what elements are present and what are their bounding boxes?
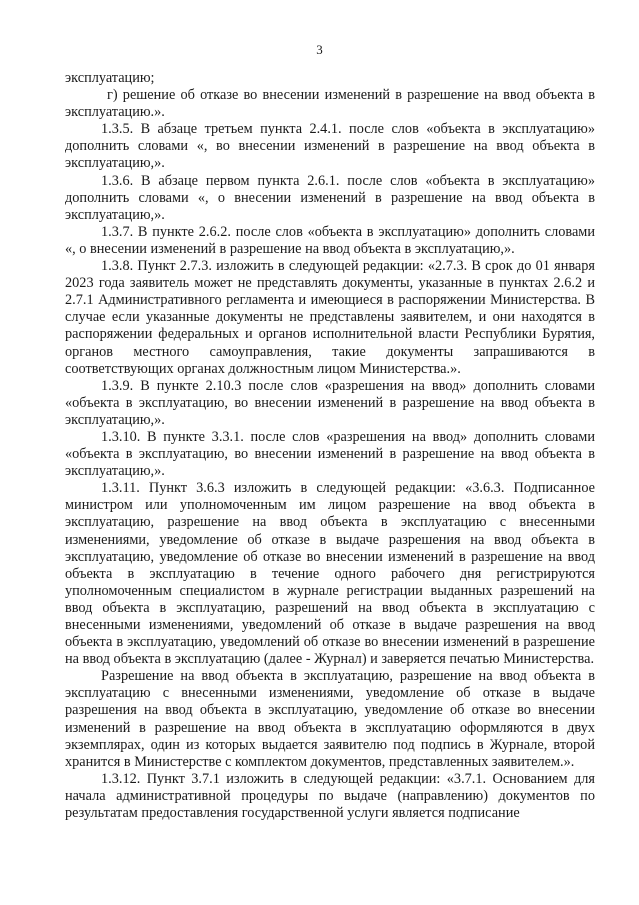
paragraph: 1.3.8. Пункт 2.7.3. изложить в следующей редакции: «2.7.3. В срок до 01 января 2023 года заявитель может не представлять документы, указанные в пунктах 2.6.2 и 2.7.1 Административного регламента и имеющиеся в распоряжении Министерства. В случае если указанные документы не представлены заявителем, и они находятся в распоряжении федеральных и органов исполнительной власти Республики Бурятия, органов местного самоуправления, такие документы запрашиваются в соответствующих органах должностным лицом Министерства.». bbox=[65, 258, 595, 377]
paragraph: Разрешение на ввод объекта в эксплуатацию, разрешение на ввод объекта в эксплуатацию с внесенными изменениями, уведомление об отказе в выдаче разрешения на ввод объекта в эксплуатацию, уведомление об отказе во внесении изменений в разрешение на ввод объекта в эксплуатацию оформляются в двух экземплярах, один из которых выдается заявителю под подпись в Журнале, второй хранится в Министерстве с комплектом документов, представленных заявителем.». bbox=[65, 668, 595, 770]
paragraph: 1.3.10. В пункте 3.3.1. после слов «разрешения на ввод» дополнить словами «объекта в эксплуатацию, во внесении изменений в разрешение на ввод объекта в эксплуатацию,». bbox=[65, 428, 595, 480]
paragraph: 1.3.7. В пункте 2.6.2. после слов «объекта в эксплуатацию» дополнить словами «, о внесении изменений в разрешение на ввод объекта в эксплуатацию,». bbox=[65, 223, 595, 257]
paragraph: 1.3.12. Пункт 3.7.1 изложить в следующей редакции: «3.7.1. Основанием для начала административной процедуры по выдаче (направлению) документов по результатам предоставления государственной услуги является подписание bbox=[65, 770, 595, 822]
page-number: 3 bbox=[316, 42, 323, 57]
document-body bbox=[65, 70, 595, 822]
paragraph: 1.3.9. В пункте 2.10.3 после слов «разрешения на ввод» дополнить словами «объекта в эксплуатацию, во внесении изменений в разрешение на ввод объекта в эксплуатацию,». bbox=[65, 377, 595, 428]
paragraph: 1.3.5. В абзаце третьем пункта 2.4.1. после слов «объекта в эксплуатацию» дополнить словами «, во внесении изменений в разрешение на ввод объекта в эксплуатацию,». bbox=[65, 121, 595, 172]
paragraph: 1.3.6. В абзаце первом пункта 2.6.1. после слов «объекта в эксплуатацию» дополнить словами «, о внесении изменений в разрешение на ввод объекта в эксплуатацию,». bbox=[65, 172, 595, 223]
paragraph: 1.3.11. Пункт 3.6.3 изложить в следующей редакции: «3.6.3. Подписанное министром или уполномоченным им лицом разрешение на ввод объекта в эксплуатацию, разрешение на ввод объекта в эксплуатацию с внесенными изменениями, уведомление об отказе в выдаче разрешения на ввод объекта в эксплуатацию, уведомление об отказе во внесении изменений в разрешение на ввод объекта в эксплуатацию в течение одного рабочего дня регистрируются уполномоченным специалистом в журнале регистрации выданных разрешений на ввод объекта в эксплуатацию, разрешений на ввод объекта в эксплуатацию с внесенными изменениями, уведомлений об отказе в выдаче разрешения на ввод объекта в эксплуатацию, уведомлений об отказе во внесении изменений в разрешение на ввод объекта в эксплуатацию (далее - Журнал) и заверяется печатью Министерства. bbox=[65, 480, 595, 668]
paragraph: эксплуатацию; bbox=[65, 70, 155, 86]
paragraph: г) решение об отказе во внесении изменений в разрешение на ввод объекта в эксплуатацию.». bbox=[65, 87, 595, 121]
